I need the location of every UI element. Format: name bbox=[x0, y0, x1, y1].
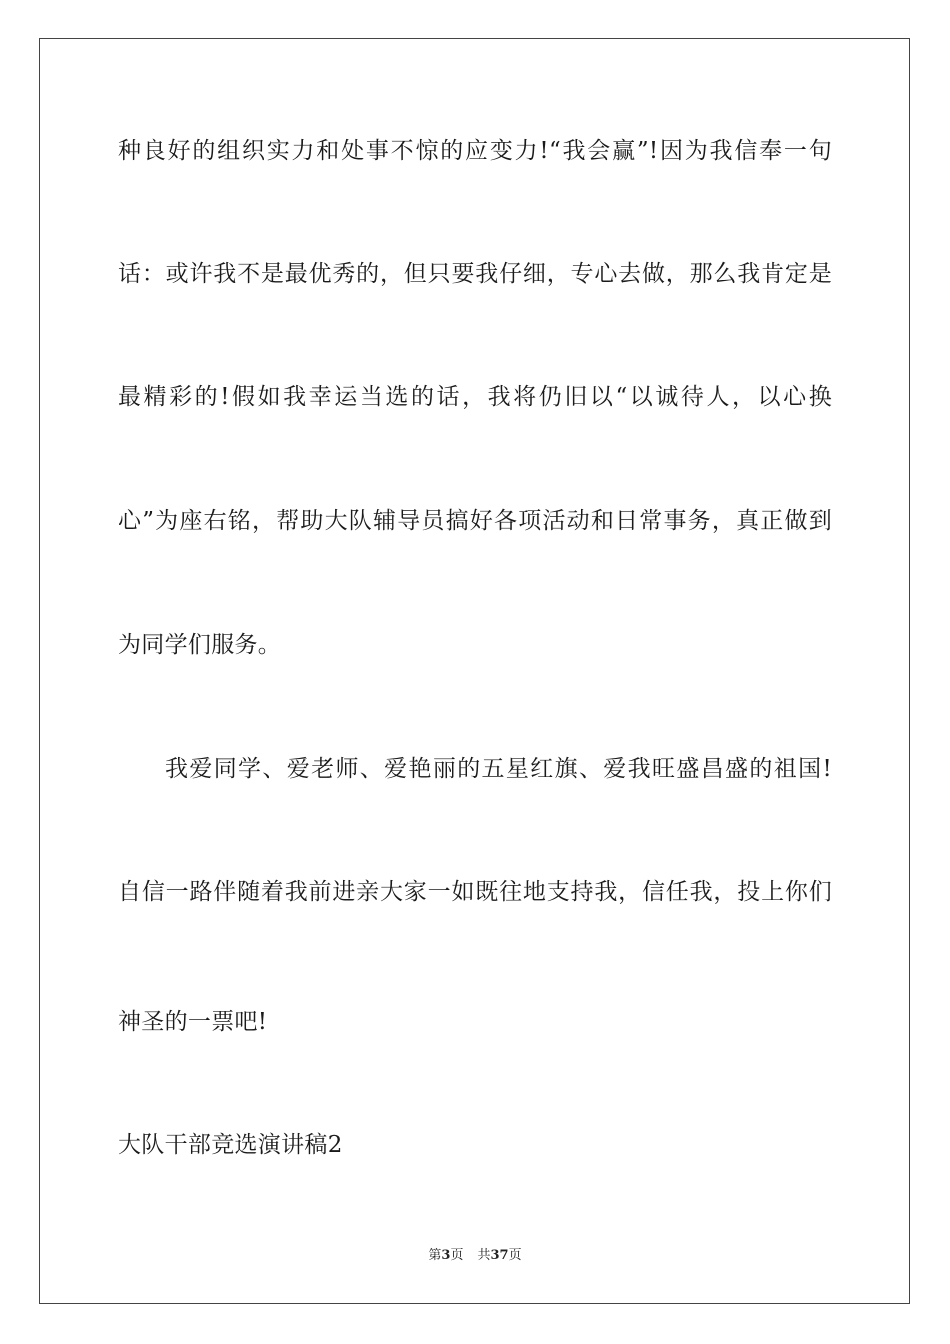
total-pages: 37 bbox=[490, 1248, 509, 1263]
page-suffix: 页 bbox=[450, 1248, 464, 1263]
page-number: 3 bbox=[441, 1248, 451, 1263]
paragraph-first-line: 我爱同学、爱老师、爱艳丽的五星红旗、爱我旺盛昌盛的祖国! bbox=[165, 756, 832, 782]
body-text-line: 话：或许我不是最优秀的，但只要我仔细，专心去做，那么我肯定是 bbox=[118, 261, 832, 287]
section-heading: 大队干部竞选演讲稿2 bbox=[118, 1132, 343, 1158]
page-footer bbox=[0, 1247, 950, 1265]
page-prefix: 第 bbox=[428, 1248, 442, 1263]
body-text-line: 心”为座右铭，帮助大队辅导员搞好各项活动和日常事务，真正做到 bbox=[118, 508, 832, 534]
body-text-line: 种良好的组织实力和处事不惊的应变力!“我会赢”!因为我信奉一句 bbox=[118, 138, 832, 164]
body-text-line: 自信一路伴随着我前进亲大家一如既往地支持我，信任我，投上你们 bbox=[118, 879, 832, 905]
body-text-line: 为同学们服务。 bbox=[118, 632, 282, 658]
total-suffix: 页 bbox=[508, 1248, 522, 1263]
body-text-line: 神圣的一票吧! bbox=[118, 1009, 268, 1035]
total-prefix: 共 bbox=[477, 1248, 491, 1263]
body-text-line: 最精彩的!假如我幸运当选的话，我将仍旧以“以诚待人，以心换 bbox=[118, 384, 832, 410]
page-border bbox=[39, 38, 910, 1304]
